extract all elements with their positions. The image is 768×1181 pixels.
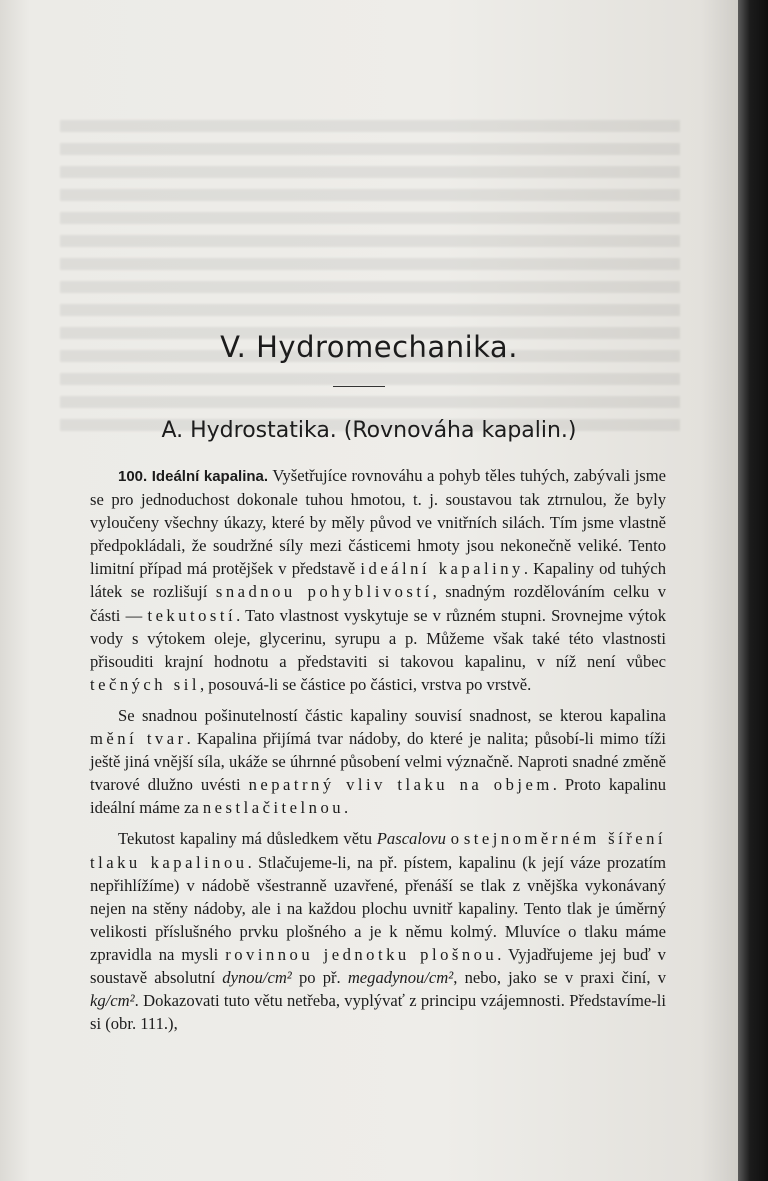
emphasis-spaced: mění tvar xyxy=(90,729,187,749)
emphasis-spaced: tekutostí xyxy=(147,605,237,625)
emphasis-spaced: tečných sil xyxy=(90,674,200,694)
text-run: . Kapalina přijímá tvar nádoby, do které je nalita; působí-li mimo tíži ještě jiná vnější síla, ukáže se úhrnné působení velmi význačně. Naproti snadné změně tvarové dlužno uvésti xyxy=(90,729,666,795)
paragraph-pascal-law xyxy=(90,827,666,1035)
text-run: Se snadnou pošinutelností částic kapaliny souvisí snadnost, se kterou kapalina xyxy=(118,705,666,725)
book-spine xyxy=(738,0,768,1181)
text-run: . Vyjadřujeme jej buď v soustavě absolutní xyxy=(90,944,666,987)
title-divider xyxy=(333,386,385,387)
text-run: , posouvá-li se částice po částici, vrstva po vrstvě. xyxy=(199,674,532,694)
text-run: Vyšetřujíce rovnováhu a pohyb těles tuhých, zabývali jsme se pro jednoduchost dokonale tuhou hmotou, t. j. soustavou tak ztrnulou, že byly vyloučeny všechny úkazy, které by měly původ ve vnitřních silách. Tím jsme vlastně předpokládali, že soudržné síly mezi částicemi hmoty jsou nekonečně veliké. Tento limitní případ má protějšek v představě xyxy=(90,466,666,579)
text-run: po př. xyxy=(291,967,348,987)
section-number: 100. xyxy=(118,468,148,485)
text-run: . Proto kapalinu ideální máme za xyxy=(90,775,666,818)
text-run: , snadným rozdělováním celku v části — xyxy=(90,582,666,625)
text-run: , nebo, jako se v praxi činí, v xyxy=(453,967,666,987)
section-title: A. Hydrostatika. (Rovnováha kapalin.) xyxy=(161,418,577,443)
emphasis-spaced: nepatrný vliv tlaku na objem xyxy=(248,775,553,795)
text-run: o xyxy=(445,829,464,849)
emphasis-spaced: nestlačitelnou xyxy=(202,798,345,818)
emphasis-spaced: ideální kapaliny xyxy=(360,559,524,579)
emphasis-spaced: snadnou pohyblivostí xyxy=(215,582,433,602)
chapter-title: V. Hydromechanika. xyxy=(220,330,518,364)
text-run: . Tato vlastnost vyskytuje se v různém stupni. Srovnejme výtok vody s výtokem oleje, glycerinu, syrupu a p. Můžeme však také této vlastnosti přisouditi krajní hodnotu a představiti si takovou kapalinu, v níž není vůbec xyxy=(90,605,666,671)
text-run: . Dokazovati tuto větu netřeba, vyplývať z principu vzájemnosti. Představíme-li si (obr. 111.), xyxy=(90,991,666,1034)
show-through-text xyxy=(60,120,680,440)
text-run: . xyxy=(344,798,349,818)
text-run: Tekutost kapaliny má důsledkem větu xyxy=(118,829,377,849)
text-run: . Kapaliny od tuhých látek se rozlišují xyxy=(90,559,666,602)
text-run: . Stlačujeme-li, na př. pístem, kapalinu (k její váze prozatím nepřihlížíme) v nádobě všestranně uzavřené, přenáší se tlak z vnějška vykonávaný nejen na stěny nádoby, ale i na každou plochu uvnitř kapaliny. Tento tlak je úměrný velikosti příslušného prvku plošného a je k němu kolmý. Mluvíce o tlaku máme zpravidla na mysli xyxy=(90,852,666,964)
paragraph-shape-change xyxy=(90,704,666,819)
emphasis-italic: Pascalovu xyxy=(376,829,446,849)
emphasis-italic: megadynou/cm² xyxy=(347,967,454,987)
emphasis-italic: dynou/cm² xyxy=(222,967,292,987)
paragraph-heading: Ideální kapalina. xyxy=(151,468,269,485)
paragraph-ideal-liquid xyxy=(90,464,666,696)
emphasis-spaced: rovinnou jednotku plošnou xyxy=(225,944,498,964)
emphasis-spaced: stejnoměrném šíření tlaku kapalinou xyxy=(90,829,666,872)
body-text xyxy=(90,464,666,1043)
emphasis-italic: kg/cm² xyxy=(90,991,135,1011)
